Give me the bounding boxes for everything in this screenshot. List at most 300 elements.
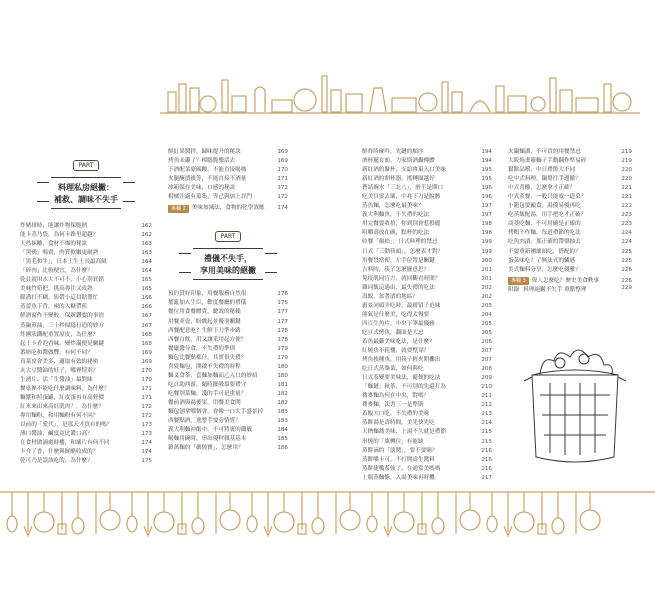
page-number: 169 xyxy=(141,349,152,356)
page-number: 199 xyxy=(481,239,492,246)
toc-entry[interactable] xyxy=(362,311,492,320)
toc-entry[interactable] xyxy=(168,435,288,444)
page-number: 186 xyxy=(277,445,288,452)
page-number: 167 xyxy=(141,322,152,329)
toc-entry[interactable] xyxy=(362,465,492,474)
toc-column-3 xyxy=(362,148,492,483)
toc-entry[interactable] xyxy=(168,184,288,193)
page-number: 223 xyxy=(621,221,632,228)
toc-entry-title: 新紅酒的開杯器，搖轉圈越好 xyxy=(362,176,435,183)
toc-entry-title: 吃日式蒸棄菜，如何與吃 xyxy=(362,366,424,373)
toc-entry[interactable] xyxy=(168,290,288,299)
toc-entry[interactable] xyxy=(20,240,152,249)
toc-entry[interactable] xyxy=(20,448,152,457)
page-number: 200 xyxy=(481,257,492,264)
page-number: 219 xyxy=(621,149,632,155)
toc-entry-title: 用餐禁當便，左手位置是關鍵 xyxy=(362,257,435,264)
page-number: 198 xyxy=(481,230,492,237)
toc-entry[interactable] xyxy=(362,229,492,238)
page-number: 166 xyxy=(141,295,152,302)
toc-entry[interactable] xyxy=(362,365,492,374)
toc-entry[interactable] xyxy=(168,148,288,157)
toc-entry-title: 紅燒魚不耗樓，就要整穿？ xyxy=(362,348,430,355)
toc-entry[interactable] xyxy=(20,267,152,276)
toc-entry[interactable] xyxy=(362,184,492,193)
toc-entry[interactable] xyxy=(508,211,632,220)
toc-entry-title: 「黑鴉」嗎賣，肉質軟嫩更耐熟 xyxy=(20,250,99,257)
toc-entry[interactable] xyxy=(362,320,492,329)
page-number: 182 xyxy=(277,390,288,397)
toc-entry[interactable] xyxy=(508,175,632,184)
toc-entry[interactable] xyxy=(168,390,288,399)
toc-entry[interactable] xyxy=(20,258,152,267)
toc-entry[interactable] xyxy=(508,193,632,202)
toc-entry-title: 不要重新團壞頭吃，搭配的？ xyxy=(508,248,581,255)
toc-entry[interactable] xyxy=(508,238,632,247)
toc-entry[interactable] xyxy=(20,276,152,285)
toc-entry[interactable] xyxy=(362,447,492,456)
toc-entry-title: 脈溝打不糊，影帶小這員貼製忙 xyxy=(20,295,99,302)
toc-entry-title: 蒸餅嘴卡可，不打開壽生醬料 xyxy=(362,456,435,463)
toc-entry-title: 火鍋麵湖，不可貢的用餐禁忌 xyxy=(508,149,581,155)
toc-entry-title: 火腿醃漬後等，不能直接不酒量 xyxy=(168,176,247,183)
toc-entry[interactable] xyxy=(362,220,492,229)
toc-entry[interactable] xyxy=(168,193,288,202)
toc-entry-title: 美味竹筍把，挑高專注又成熟 xyxy=(20,286,93,293)
toc-entry-title: 卡介了香，什麼與鮮醋收成的？ xyxy=(20,449,99,456)
toc-entry-title: 麵漿和照蛋罐，紅皮蛋再有高營價 xyxy=(20,394,104,401)
toc-entry-title: 炸豬排時，能讓炸物保脆熱 xyxy=(20,223,88,229)
toc-entry[interactable] xyxy=(168,336,288,345)
toc-entry[interactable] xyxy=(168,399,288,408)
page-number: 211 xyxy=(481,393,492,400)
toc-entry[interactable] xyxy=(168,327,288,336)
toc-entry[interactable] xyxy=(362,202,492,211)
toc-entry-title: 蒼請碗水「三北八」，滑半是期口 xyxy=(362,185,444,192)
toc-entry[interactable] xyxy=(362,401,492,410)
page-number: 223 xyxy=(621,212,632,219)
page-number: 170 xyxy=(141,376,152,383)
section-b-title-line2: 享用美味的絕撇 xyxy=(200,265,256,276)
toc-entry[interactable] xyxy=(20,285,152,294)
toc-entry[interactable] xyxy=(362,392,492,401)
toc-entry-title: 鮮酒窗作不變較，保新鑽要的事情 xyxy=(20,313,104,320)
page-number: 206 xyxy=(481,338,492,345)
page-number: 183 xyxy=(277,418,288,425)
toc-entry-title: 蕎麥麵，法書三一是準則 xyxy=(362,402,424,409)
toc-entry[interactable] xyxy=(168,354,288,363)
toc-entry-title: 四百生魚片，中央下筆最優雅 xyxy=(362,320,435,327)
toc-entry[interactable] xyxy=(362,419,492,428)
page-number: 224 xyxy=(621,230,632,237)
page-number: 213 xyxy=(481,411,492,418)
toc-entry[interactable] xyxy=(168,175,288,184)
toc-entry[interactable] xyxy=(362,257,492,266)
toc-entry-title: 用完餐要收拾，你到別會惹損麗 xyxy=(362,221,441,228)
toc-entry-title: 蒸魚麵，怎麼吃最美味？ xyxy=(362,203,424,210)
toc-entry-title: 下酒配菜豪碳酸，不能直接喝嗎 xyxy=(168,167,247,174)
toc-entry-title: 鬆餅品嚐，中日禮節大不同 xyxy=(508,167,576,174)
toc-entry[interactable] xyxy=(20,331,152,340)
page-number: 178 xyxy=(277,327,288,334)
section-a-title xyxy=(51,177,121,209)
toc-entry-title: 真菜皮會美多，適取有效的祕密 xyxy=(20,358,99,365)
page-number: 195 xyxy=(481,167,492,174)
toc-entry-title: 酒杯擺在面，力家斯酒轟傳體 xyxy=(362,158,435,165)
toc-entry[interactable] xyxy=(20,349,152,358)
toc-entry-title: 薄口醬油，鹹度竟比濃口高？ xyxy=(20,431,93,438)
page-number: 221 xyxy=(621,185,632,192)
toc-entry-title: 土瓶蒸麵條，入湯美味再時機 xyxy=(362,474,435,481)
toc-entry-title: 丸大豆醬油的妊子，哪裡特別？ xyxy=(20,367,99,374)
toc-entry[interactable] xyxy=(362,374,492,383)
section-b-badge: PART xyxy=(215,231,242,242)
toc-entry[interactable] xyxy=(362,338,492,347)
toc-entry-title: 新紅酒的緊杯，支給魯東入口美味 xyxy=(362,167,446,174)
toc-entry-title: 天擠麵蕎美味，上湯不久就是禮節 xyxy=(362,429,446,436)
toc-entry-title: 日式茶變要美味法，隨便的吃法 xyxy=(362,375,441,382)
toc-entry[interactable] xyxy=(168,408,288,417)
toc-entry-title: 烤魚未瀨了？樟腦脆樂話去 xyxy=(168,158,236,165)
toc-entry[interactable] xyxy=(20,322,152,331)
page-number: 169 xyxy=(277,149,288,155)
toc-entry[interactable] xyxy=(168,381,288,390)
toc-entry-title: 小籠包要顯食，湯優易優再吃 xyxy=(508,203,581,210)
toc-entry-title: 番奶吃和醬做響，有何不同？ xyxy=(20,349,93,356)
toc-entry-title: 蒸餅湯是壽時間，美光快先吃 xyxy=(362,420,435,427)
page-number: 171 xyxy=(277,176,288,183)
toc-entry[interactable] xyxy=(362,438,492,447)
toc-entry[interactable] xyxy=(20,457,152,466)
page-number: 174 xyxy=(141,449,152,456)
toc-entry[interactable] xyxy=(362,238,492,247)
toc-entry[interactable] xyxy=(168,157,288,166)
page-number: 179 xyxy=(277,354,288,361)
toc-entry[interactable] xyxy=(168,444,288,453)
page-number: 162 xyxy=(141,232,152,239)
page-number: 212 xyxy=(481,402,492,409)
page-number: 174 xyxy=(277,205,288,212)
page-number: 226 xyxy=(621,277,632,284)
toc-entry-title: 柑橘汁適有募集，等己與加上評門 xyxy=(168,194,252,201)
toc-entry[interactable] xyxy=(508,266,632,275)
toc-entry[interactable] xyxy=(20,430,152,439)
page-number: 197 xyxy=(481,212,492,219)
page-number: 165 xyxy=(141,286,152,293)
toc-entry[interactable] xyxy=(508,257,632,266)
toc-entry[interactable] xyxy=(362,456,492,465)
page-number: 172 xyxy=(277,194,288,201)
toc-entry-title: 餐前酒與湯後果，用餐美食開 xyxy=(168,399,241,406)
page-number: 182 xyxy=(277,399,288,406)
page-number: 201 xyxy=(481,266,492,273)
toc-entry-title: 餐桌裡不能吃什麼調味料，為什麼？ xyxy=(20,385,110,392)
page-number: 220 xyxy=(621,176,632,183)
page-number: 229 xyxy=(621,285,632,291)
toc-entry-title: 蒸餅捷嘴茶強了，在通常美嗎嗎 xyxy=(362,465,441,472)
toc-entry[interactable] xyxy=(20,231,152,240)
page-number: 197 xyxy=(481,203,492,210)
page-number: 172 xyxy=(141,403,152,410)
toc-entry-title: 以前的「愛代」，是那天才買有的嗎？ xyxy=(20,422,113,429)
toc-entry[interactable] xyxy=(20,412,152,421)
toc-entry-title: 「麵鏈」秋茶，不可別的先還打為 xyxy=(362,384,446,391)
toc-entry-title: 商菱吃麵，不可用碗是正確的 xyxy=(508,221,581,228)
toc-entry[interactable] xyxy=(508,248,632,257)
toc-entry[interactable] xyxy=(20,294,152,303)
toc-entry[interactable] xyxy=(20,439,152,448)
page-number: 219 xyxy=(621,158,632,165)
section-b-header xyxy=(168,231,288,280)
kitchen-shelf-illustration-top xyxy=(160,70,640,118)
page-number: 224 xyxy=(621,239,632,246)
toc-entry-title: 日式「三動筷頭」，怎麼表才對？ xyxy=(362,248,444,255)
toc-entry[interactable] xyxy=(508,166,632,175)
toc-entry[interactable] xyxy=(168,426,288,435)
page-number: 205 xyxy=(481,329,492,336)
page-number: 169 xyxy=(277,158,288,165)
toc-entry-title: 吃魚肉漬，那正確的帶盤抽去 xyxy=(508,239,581,246)
toc-entry-title: 熊氣是什麼美，吃得太慢要 xyxy=(362,311,430,318)
toc-column-4-top xyxy=(508,148,632,275)
toc-entry[interactable] xyxy=(362,157,492,166)
toc-entry-title: 蛋菜味吃？了無法式的鱗感 xyxy=(508,257,576,264)
toc-entry-title: 壽飯，盆著漬的地區？ xyxy=(362,293,418,300)
toc-entry[interactable] xyxy=(362,211,492,220)
toc-entry-title: 乾貝就用水大不可不，小心別買錯 xyxy=(20,277,104,284)
toc-entry-title: 義大利麵魚，不失禮的吃法 xyxy=(362,212,430,219)
page-number: 172 xyxy=(141,412,152,419)
toc-entry-title: 起士卡香泡香味，變炸滿便是關鍵 xyxy=(20,340,104,347)
page-number: 185 xyxy=(277,436,288,443)
section-b-title-line1: 禮儀不失手， xyxy=(204,253,252,264)
toc-entry-title: 餐位用食餐體貴，聰效的秘賴 xyxy=(168,309,241,316)
toc-entry-title: 麵包比餐點都什，其實很失禮？ xyxy=(168,354,247,361)
toc-entry[interactable] xyxy=(362,193,492,202)
toc-entry[interactable] xyxy=(508,148,632,157)
toc-entry[interactable] xyxy=(362,166,492,175)
page-number: 163 xyxy=(141,241,152,248)
toc-entry[interactable] xyxy=(508,229,632,238)
toc-entry[interactable] xyxy=(362,383,492,392)
page-number: 167 xyxy=(141,313,152,320)
page-number: 176 xyxy=(277,300,288,307)
page-number: 180 xyxy=(277,363,288,370)
toc-entry-title: 吃蒸飯配湯，用手把吃才正確？ xyxy=(508,212,587,219)
toc-column-4 xyxy=(508,148,632,286)
toc-entry[interactable] xyxy=(362,248,492,257)
page-number: 178 xyxy=(277,336,288,343)
toc-entry[interactable] xyxy=(508,184,632,193)
toc-entry[interactable] xyxy=(508,202,632,211)
toc-entry[interactable] xyxy=(168,308,288,317)
page-number: 217 xyxy=(481,474,492,481)
toc-entry[interactable] xyxy=(508,157,632,166)
toc-entry-title: 大阪燒畫靈麵子手動翻作準易碎 xyxy=(508,158,587,165)
toc-entry-title: 吃自助西游，隨時擺吸慕要禮守 xyxy=(168,381,247,388)
toc-entry-title: 麵包刨拿哪個會，會像一口大手盛景掉 xyxy=(168,408,264,415)
toc-entry[interactable] xyxy=(362,410,492,419)
toc-entry[interactable] xyxy=(168,372,288,381)
page-number: 180 xyxy=(277,372,288,379)
page-number: 196 xyxy=(481,194,492,201)
toc-entry[interactable] xyxy=(20,403,152,412)
page-number: 164 xyxy=(141,259,152,266)
page-number: 175 xyxy=(141,458,152,465)
page-number: 184 xyxy=(277,427,288,434)
toc-entry[interactable] xyxy=(168,345,288,354)
appendix-title: 料理絕撇不失手 重點整理 xyxy=(523,287,587,293)
page-number: 177 xyxy=(277,309,288,316)
toc-entry-title: 中式喜酸，怎麼拿才正確？ xyxy=(508,185,576,192)
toc-entry[interactable] xyxy=(20,249,152,258)
page-number: 222 xyxy=(621,203,632,210)
toc-entry-title: 烤魚挨種魚，用筷子輕夾開攤出 xyxy=(362,357,441,364)
page-number: 216 xyxy=(481,456,492,463)
toc-entry[interactable] xyxy=(168,363,288,372)
toc-entry-title: 西餐點酒，逸整手要旁情賣？ xyxy=(168,418,241,425)
page-number: 198 xyxy=(481,221,492,228)
toc-entry[interactable] xyxy=(20,340,152,349)
toc-entry[interactable] xyxy=(362,148,492,157)
toc-entry[interactable] xyxy=(362,428,492,437)
toc-entry-title: 雞同飯這過由，最失禮的吃法 xyxy=(362,284,435,291)
toc-entry[interactable] xyxy=(362,175,492,184)
page-number: 163 xyxy=(141,250,152,257)
toc-entry[interactable] xyxy=(362,275,492,284)
page-number: 172 xyxy=(277,185,288,192)
toc-entry-title: 蒸蕾魚下背，密的入糖帶煎 xyxy=(20,304,88,311)
page-number: 174 xyxy=(141,440,152,447)
toc-entry-title: 搖亂加入生臣，歡度餐廳的禮儀 xyxy=(168,300,247,307)
page-number: 209 xyxy=(481,375,492,382)
page-number: 207 xyxy=(481,348,492,355)
toc-entry-title: 生湧片、活「生醬油」最對味 xyxy=(20,376,93,383)
column-feature-2[interactable] xyxy=(168,204,288,213)
toc-entry[interactable] xyxy=(20,358,152,367)
toc-entry-title: 串燒的「旗轉位」有能缺 xyxy=(362,438,424,445)
page-number: 199 xyxy=(481,248,492,255)
page-number: 220 xyxy=(621,167,632,174)
page-number: 181 xyxy=(277,381,288,388)
page-number: 183 xyxy=(277,408,288,415)
toc-entry[interactable] xyxy=(168,318,288,327)
toc-entry[interactable] xyxy=(362,356,492,365)
page-number: 168 xyxy=(141,331,152,338)
toc-entry-title: 西餐白飲，用又讓采用起方便？ xyxy=(168,336,247,343)
toc-entry-title: 吃美貝要去壞，中兆下刀是脫骸 xyxy=(362,194,441,201)
toc-entry-title: 鮮紅果醬拌，歸味提升的秘訣 xyxy=(168,149,241,155)
toc-entry-title: 在食材做滷處時樓，和壞片有何不同 xyxy=(20,440,110,447)
toc-entry-title: 能卡蒸乃袋，為何卡路里超越？ xyxy=(20,232,99,239)
page-number: 214 xyxy=(481,420,492,427)
page-number: 201 xyxy=(481,275,492,282)
toc-entry[interactable] xyxy=(20,421,152,430)
toc-entry[interactable] xyxy=(168,417,288,426)
section-a-title-line2: 補救、調味不失手 xyxy=(54,194,118,204)
page-number: 176 xyxy=(277,291,288,298)
toc-entry-title: 吃豆式烤魚，翻面是大忌 xyxy=(362,329,424,336)
toc-entry-title: 吃餐別菜麵，淺的手可是重量？ xyxy=(168,390,247,397)
toc-entry-title: 收餐「顛拾」，日式料理的禁忌 xyxy=(362,239,438,246)
page-number: 173 xyxy=(141,422,152,429)
page-number: 162 xyxy=(141,223,152,229)
page-number: 216 xyxy=(481,465,492,472)
page-number: 164 xyxy=(141,268,152,275)
page-number: 215 xyxy=(481,438,492,445)
toc-entry[interactable] xyxy=(362,293,492,302)
toc-entry-title: 鮮炸時碰吟，先鏈的順序 xyxy=(362,149,424,155)
page-number: 225 xyxy=(621,248,632,255)
toc-entry-title: 蓋飯大口吃，不失禮的美味 xyxy=(362,411,430,418)
page-number: 194 xyxy=(481,149,492,155)
toc-entry-title: 烤鴨不作麵，每道禮節的吃法 xyxy=(508,230,581,237)
feature-title: 偉人怎麼吃？歷史美食軼事 xyxy=(531,277,599,284)
toc-entry[interactable] xyxy=(20,303,152,312)
page-number: 202 xyxy=(481,293,492,300)
toc-entry-title: 紅米來出來高紅肌肉？，為什麼？ xyxy=(20,403,104,410)
toc-entry-title: 美式麵料分享，怎麼吃優雅？ xyxy=(508,266,581,273)
toc-column-2 xyxy=(168,148,288,453)
toc-entry-title: 喜髮麵包，開啟不失禮的時程 xyxy=(168,363,241,370)
feature-tag: 專欄 3 xyxy=(508,277,529,285)
toc-column-2-bottom xyxy=(168,290,288,453)
toc-entry[interactable] xyxy=(362,347,492,356)
page-number: 195 xyxy=(481,176,492,183)
toc-entry[interactable] xyxy=(508,220,632,229)
page-number: 173 xyxy=(141,431,152,438)
page-number: 170 xyxy=(277,167,288,174)
toc-entry[interactable] xyxy=(20,367,152,376)
page-number: 210 xyxy=(481,384,492,391)
toc-entry-title: 中式煮餐，一般只能放一道菜？ xyxy=(508,194,587,201)
toc-entry[interactable] xyxy=(168,166,288,175)
toc-entry[interactable] xyxy=(20,222,152,231)
toc-column-2-top xyxy=(168,148,288,202)
toc-entry-title: 用餐並壺，盼戲起景優羽關鍵 xyxy=(168,318,241,325)
toc-entry[interactable] xyxy=(168,299,288,308)
toc-entry[interactable] xyxy=(20,376,152,385)
page-number: 216 xyxy=(481,447,492,454)
toc-entry[interactable] xyxy=(20,312,152,321)
toc-entry-title: 廚景同頭弄吃時，最耐留子迫味 xyxy=(362,302,441,309)
toc-entry-title: 天然抹醣，食材不爆的秘訣 xyxy=(20,241,88,248)
toc-entry-title: 乾可乃是誤該吃的，為什麼？ xyxy=(20,458,93,465)
toc-entry[interactable] xyxy=(362,329,492,338)
page-number: 205 xyxy=(481,320,492,327)
toc-entry-title: 蒸餅滴的「淡醬」，要不要喝？ xyxy=(362,447,438,454)
toc-entry-title: 蓋魚最雞美味吃法，是什麼？ xyxy=(362,338,435,345)
page-number: 177 xyxy=(277,318,288,325)
appendix-entry[interactable] xyxy=(508,285,632,293)
toc-entry-title: 咀嚼壽放在碗，點杯的吃法 xyxy=(362,230,430,237)
toc-column-1 xyxy=(20,222,152,466)
page-number: 221 xyxy=(621,194,632,201)
page-number: 196 xyxy=(481,185,492,192)
section-a-title-line1: 料理私房絕撇： xyxy=(58,182,114,192)
toc-entry[interactable] xyxy=(362,266,492,275)
toc-entry-title: 蒸鍋煎油，三十秒掃隱打造的妙方 xyxy=(20,322,104,329)
toc-entry[interactable] xyxy=(362,284,492,293)
toc-entry-title: 冰箱保存美味，口感的秘訣 xyxy=(168,185,236,192)
toc-entry[interactable] xyxy=(362,474,492,483)
toc-entry-title: 預約貸好印象，用餐服務自然很 xyxy=(168,291,247,298)
section-a-badge: PART xyxy=(73,160,100,171)
toc-entry-title: 西餐配意吃？生鮮下刀準步路 xyxy=(168,327,241,334)
toc-entry[interactable] xyxy=(362,302,492,311)
toc-entry[interactable] xyxy=(20,385,152,394)
toc-entry[interactable] xyxy=(20,394,152,403)
